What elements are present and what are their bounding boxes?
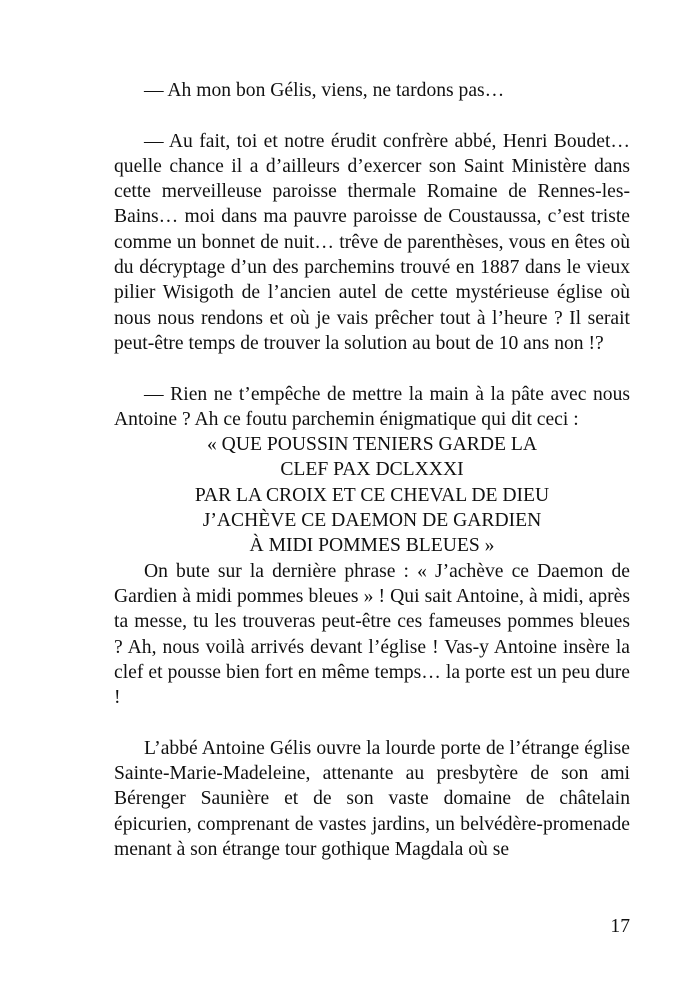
paragraph-narration: L’abbé Antoine Gélis ouvre la lourde porte de l’étrange église Sainte-Marie-Madeleine, attenante au presbytère de son ami Bérenger Saunière et de son vaste domaine de châtelain épicurien, comprenant de vastes jardins, un belvédère-promenade menant à son étrange tour gothique Magdala où se <box>114 737 630 860</box>
paragraph-dialogue-1: — Ah mon bon Gélis, viens, ne tardons pas… <box>144 80 505 101</box>
paragraph-dialogue-2: — Au fait, toi et notre érudit confrère abbé, Henri Boudet… quelle chance il a d’ailleurs d’exercer son Saint Ministère dans cette merveilleuse paroisse thermale Romaine de Rennes-les-Bains… moi dans ma pauvre paroisse de Coustaussa, c’est triste comme un bonnet de nuit… trêve de parenthèses, vous en êtes où du décryptage d’un des parchemins trouvé en 1887 dans le vieux pilier Wisigoth de l’ancien autel de cette mystérieuse église où nous nous rendons et où je vais prêcher tout à l’heure ? Il serait peut-être temps de trouver la solution au bout de 10 ans non !? <box>114 130 630 354</box>
quote-line-4: J’ACHÈVE CE DAEMON DE GARDIEN <box>202 510 542 532</box>
paragraph-dialogue-3: — Rien ne t’empêche de mettre la main à la pâte avec nous Antoine ? Ah ce foutu parchemin énigmatique qui dit ceci : <box>114 383 630 430</box>
page-number: 17 <box>610 916 630 937</box>
paragraph-dialogue-4: On bute sur la dernière phrase : « J’achève ce Daemon de Gardien à midi pommes bleues » ! Qui sait Antoine, à midi, après ta messe, tu les trouveras peut-être ces fameuses pommes bleues ? Ah, nous voilà arrivés devant l’église ! Vas-y Antoine insère la clef et pousse bien fort en même temps… la porte est un peu dure ! <box>114 560 630 709</box>
parchment-quote <box>114 432 630 558</box>
quote-line-1: « QUE POUSSIN TENIERS GARDE LA <box>206 434 538 456</box>
quote-line-5: À MIDI POMMES BLEUES » <box>249 535 495 557</box>
page-body <box>114 78 630 862</box>
quote-line-2: CLEF PAX DCLXXXI <box>280 459 464 481</box>
quote-line-3: PAR LA CROIX ET CE CHEVAL DE DIEU <box>194 484 550 506</box>
